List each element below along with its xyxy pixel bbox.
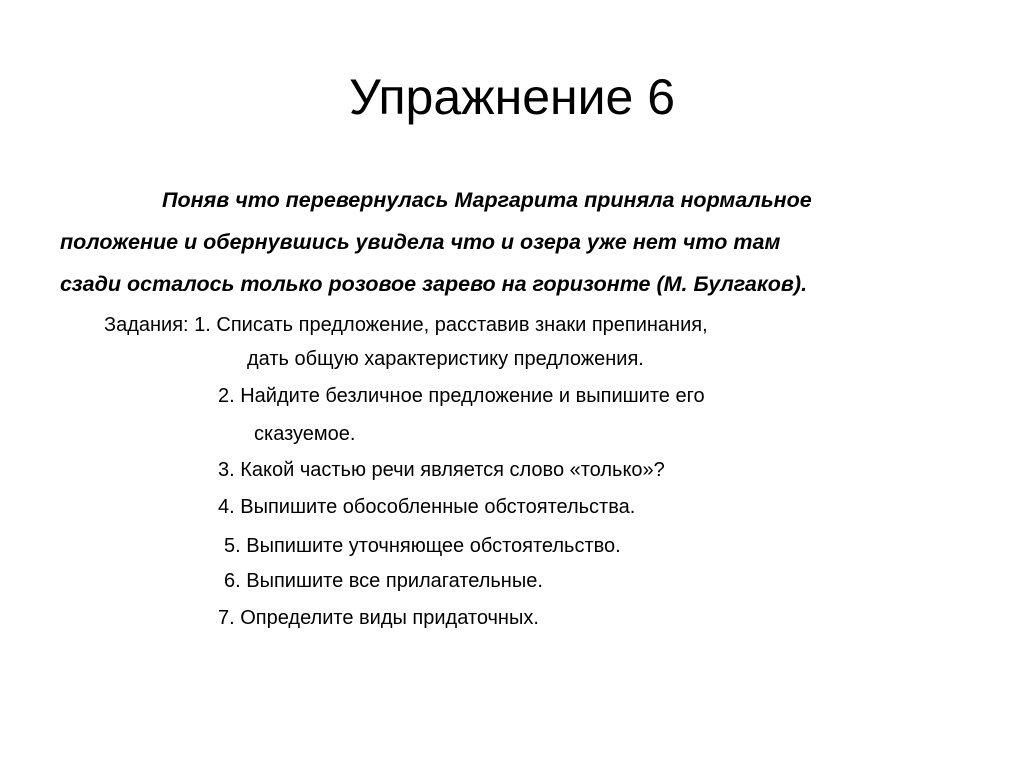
task-line-4: сказуемое.: [254, 423, 356, 445]
task-line-9: 7. Определите виды придаточных.: [218, 607, 539, 629]
task-line-8: 6. Выпишите все прилагательные.: [224, 570, 543, 592]
slide-title: Упражнение 6: [348, 69, 676, 125]
task-line-3: 2. Найдите безличное предложение и выпишите его: [218, 385, 705, 407]
quote-line-2: положение и обернувшись увидела что и озера уже нет что там: [60, 230, 781, 254]
quote-line-1: Поняв что перевернулась Маргарита приняла нормальное: [162, 188, 812, 212]
task-line-1: Задания: 1. Списать предложение, расставив знаки препинания,: [104, 314, 708, 336]
task-line-2: дать общую характеристику предложения.: [247, 348, 644, 370]
quote-line-3: сзади осталось только розовое зарево на горизонте (М. Булгаков).: [60, 272, 808, 296]
task-line-6: 4. Выпишите обособленные обстоятельства.: [218, 496, 636, 518]
task-line-5: 3. Какой частью речи является слово «только»?: [218, 459, 665, 481]
task-line-7: 5. Выпишите уточняющее обстоятельство.: [224, 535, 621, 557]
